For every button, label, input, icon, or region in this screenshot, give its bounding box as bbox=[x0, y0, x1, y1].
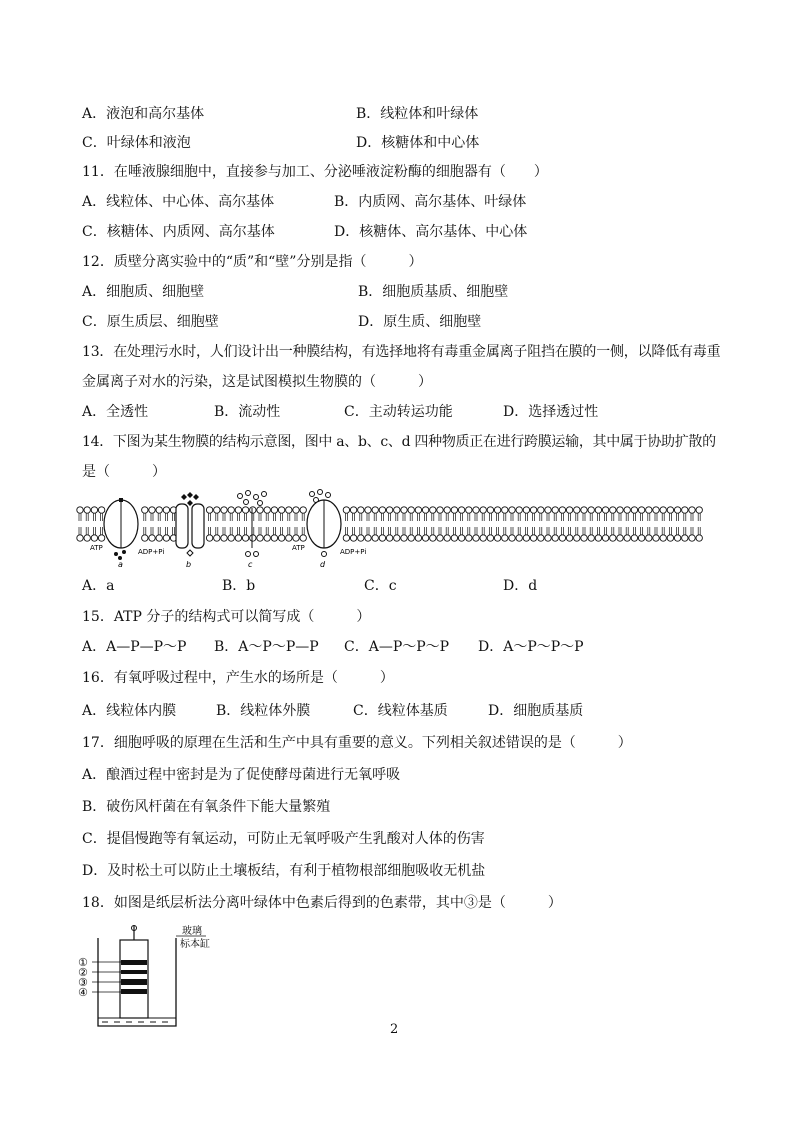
q10-option-a: A．液泡和高尔基体 bbox=[82, 106, 205, 122]
label-c: c bbox=[248, 560, 253, 569]
q15-stem: 15．ATP 分子的结构式可以简写成（ ） bbox=[82, 609, 371, 625]
channel-protein-b bbox=[176, 492, 204, 556]
jar-label-line2: 标本缸 bbox=[180, 939, 210, 950]
label-a: a bbox=[118, 560, 123, 569]
q10-option-b: B．线粒体和叶绿体 bbox=[356, 106, 479, 122]
chromatography-figure bbox=[78, 922, 238, 1032]
q17-option-b: B．破伤风杆菌在有氧条件下能大量繁殖 bbox=[82, 799, 331, 815]
q11-option-d: D．核糖体、高尔基体、中心体 bbox=[334, 224, 528, 240]
q11-option-c: C．核糖体、内质网、高尔基体 bbox=[82, 224, 275, 240]
page-number: 2 bbox=[390, 1022, 399, 1037]
q15-option-a: A．A—P—P～P bbox=[82, 639, 187, 655]
q14-option-c: C．c bbox=[364, 578, 397, 594]
q17-option-d: D．及时松土可以防止土壤板结，有利于植物根部细胞吸收无机盐 bbox=[82, 863, 486, 879]
band-label-1: ① bbox=[78, 956, 88, 969]
q16-stem: 16．有氧呼吸过程中，产生水的场所是（ ） bbox=[82, 670, 394, 686]
carrier-protein-d bbox=[307, 490, 341, 557]
atp-label-a: ATP bbox=[90, 544, 103, 552]
q10-option-d: D．核糖体和中心体 bbox=[356, 135, 480, 151]
q16-option-a: A．线粒体内膜 bbox=[82, 703, 177, 719]
band-label-2: ② bbox=[78, 966, 88, 979]
q12-option-c: C．原生质层、细胞壁 bbox=[82, 314, 219, 330]
band-label-4: ④ bbox=[78, 986, 88, 999]
q14-stem-line1: 14．下图为某生物膜的结构示意图，图中 a、b、c、d 四种物质正在进行跨膜运输，其中属于协助扩散的 bbox=[82, 434, 716, 450]
q17-option-c: C．提倡慢跑等有氧运动，可防止无氧呼吸产生乳酸对人体的伤害 bbox=[82, 831, 485, 847]
membrane-structure-figure bbox=[76, 488, 706, 570]
q16-option-b: B．线粒体外膜 bbox=[216, 703, 311, 719]
q12-option-a: A．细胞质、细胞壁 bbox=[82, 284, 205, 300]
carrier-protein-a bbox=[104, 498, 138, 560]
q11-option-b: B．内质网、高尔基体、叶绿体 bbox=[334, 194, 527, 210]
q14-stem-line2: 是（ ） bbox=[82, 464, 166, 480]
label-b: b bbox=[186, 560, 192, 569]
q14-option-b: B．b bbox=[222, 578, 256, 594]
pigment-band-2 bbox=[121, 970, 147, 974]
adp-label-d: ADP+Pi bbox=[340, 548, 367, 556]
phospholipid-tails bbox=[79, 513, 700, 535]
phospholipid-heads-top bbox=[77, 507, 703, 513]
q18-stem: 18．如图是纸层析法分离叶绿体中色素后得到的色素带，其中③是（ ） bbox=[82, 895, 562, 911]
q14-option-d: D．d bbox=[503, 578, 538, 594]
q13-option-a: A．全透性 bbox=[82, 404, 149, 420]
q15-option-d: D．A～P～P～P bbox=[478, 639, 584, 655]
label-d: d bbox=[320, 560, 326, 569]
filter-paper-strip bbox=[120, 926, 148, 1019]
pigment-band-4 bbox=[121, 989, 147, 994]
q13-stem-line2: 金属离子对水的污染，这是试图模拟生物膜的（ ） bbox=[82, 374, 432, 390]
q10-option-c: C．叶绿体和液泡 bbox=[82, 135, 191, 151]
q12-stem: 12．质壁分离实验中的“质”和“壁”分别是指（ ） bbox=[82, 254, 423, 270]
q17-stem: 17．细胞呼吸的原理在生活和生产中具有重要的意义。下列相关叙述错误的是（ ） bbox=[82, 735, 632, 751]
q13-option-d: D．选择透过性 bbox=[503, 404, 599, 420]
phospholipid-heads-bottom bbox=[77, 535, 703, 541]
pigment-band-1 bbox=[121, 960, 147, 965]
q13-stem-line1: 13．在处理污水时，人们设计出一种膜结构，有选择地将有毒重金属离子阻挡在膜的一侧，以降低有毒重 bbox=[82, 344, 721, 360]
free-diffusion-c bbox=[238, 491, 267, 557]
q12-option-b: B．细胞质基质、细胞壁 bbox=[358, 284, 509, 300]
q11-stem: 11．在唾液腺细胞中，直接参与加工、分泌唾液淀粉酶的细胞器有（ ） bbox=[82, 164, 548, 180]
q17-option-a: A．酿酒过程中密封是为了促使酵母菌进行无氧呼吸 bbox=[82, 767, 401, 783]
q12-option-d: D．原生质、细胞壁 bbox=[358, 314, 482, 330]
q11-option-a: A．线粒体、中心体、高尔基体 bbox=[82, 194, 275, 210]
pigment-band-3 bbox=[121, 979, 147, 985]
q15-option-b: B．A～P～P—P bbox=[214, 639, 319, 655]
q16-option-d: D．细胞质基质 bbox=[488, 703, 584, 719]
band-label-3: ③ bbox=[78, 976, 88, 989]
jar-label-line1: 玻璃 bbox=[182, 926, 202, 937]
adp-label-a: ADP+Pi bbox=[138, 548, 165, 556]
q13-option-c: C．主动转运功能 bbox=[344, 404, 453, 420]
q14-option-a: A．a bbox=[82, 578, 115, 594]
q13-option-b: B．流动性 bbox=[214, 404, 281, 420]
q16-option-c: C．线粒体基质 bbox=[353, 703, 448, 719]
atp-label-d: ATP bbox=[292, 544, 305, 552]
q15-option-c: C．A—P～P～P bbox=[344, 639, 450, 655]
